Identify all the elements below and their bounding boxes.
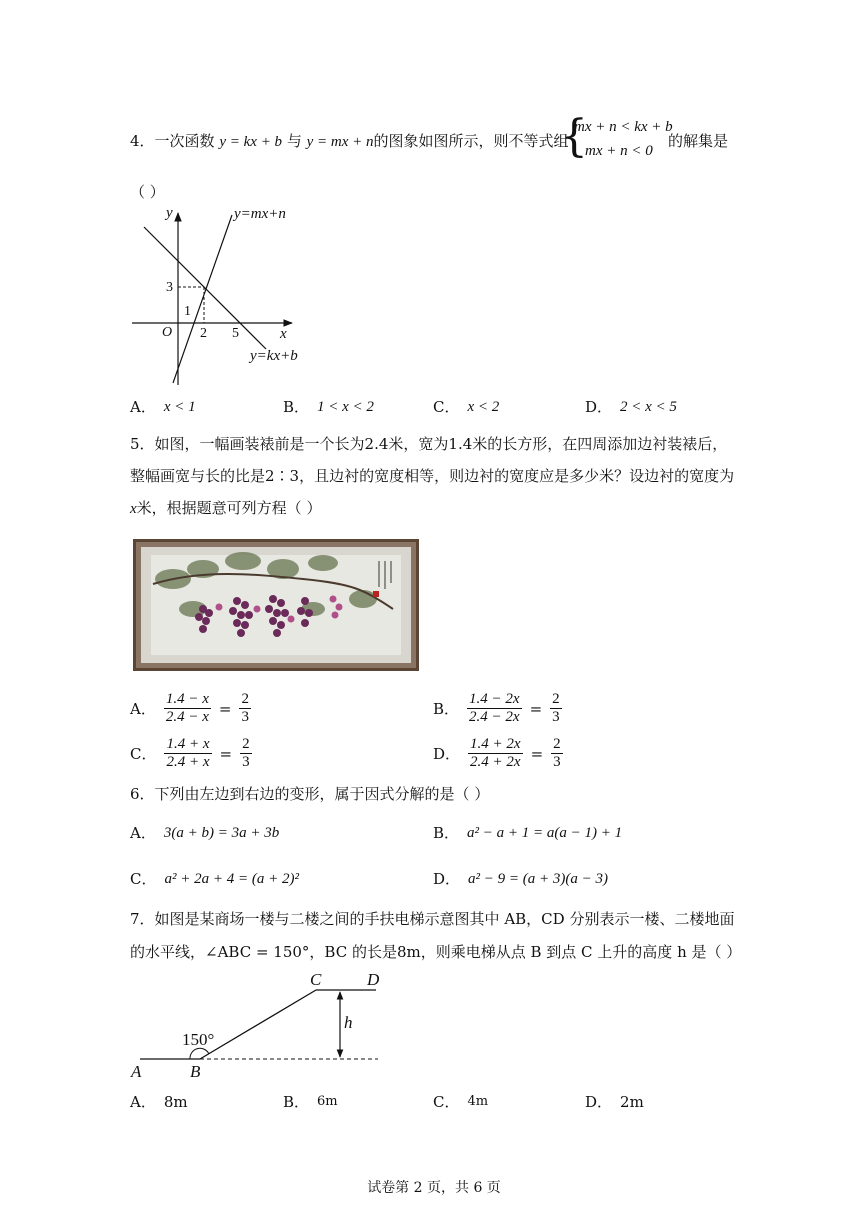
q5-stem-line1: 5．如图，一幅画装裱前是一个长为2.4米，宽为1.4米的长方形，在四周添加边衬装裱后， (130, 435, 728, 453)
q4-system-brace: { (560, 111, 588, 162)
q5-option-d[interactable]: D． $\frac{1.4 + 2x}{2.4 + 2x}$ = $\frac{2}{3}$ (433, 736, 561, 770)
q7-line-bc (200, 990, 316, 1059)
q4-option-b[interactable]: B． 1 < x < 2 (283, 398, 374, 416)
q6-option-d[interactable]: D． a² − 9 = (a + 3)(a − 3) (433, 870, 608, 888)
q5-option-b[interactable]: B． $\frac{1.4 - 2x}{2.4 - 2x}$ = $\frac{2}{3}$ (433, 691, 560, 725)
q7-label-b: B (190, 1062, 201, 1081)
q4-tick-2: 2 (200, 326, 207, 341)
q5-painting-image (133, 539, 419, 671)
q7-stem-line1: 7．如图是某商场一楼与二楼之间的手扶电梯示意图其中 AB，CD 分别表示一楼、二楼地面 (130, 910, 735, 928)
q5-a-lhs-fraction: $\frac{1.4 - x}{2.4 - x}$ (165, 691, 209, 725)
q4-system-ineq2: mx + n < 0 (585, 143, 653, 159)
q5-option-c[interactable]: C． $\frac{1.4 + x}{2.4 + x}$ = $\frac{2}{3}$ (130, 736, 250, 770)
q5-option-a[interactable]: A． $\frac{1.4 - x}{2.4 - x}$ = $\frac{2}{3}$ (130, 691, 249, 725)
q4-option-d[interactable]: D． 2 < x < 5 (585, 398, 677, 416)
q6-stem: 6．下列由左边到右边的变形，属于因式分解的是（ ） (130, 785, 490, 803)
q4-line1-label: y=mx+n (234, 206, 286, 222)
q4-option-c[interactable]: C． x < 2 (433, 398, 500, 416)
q4-system-ineq1: mx + n < kx + b (574, 119, 673, 135)
q5-d-lhs-fraction: $\frac{1.4 + 2x}{2.4 + 2x}$ (470, 736, 521, 770)
q7-label-h: h (344, 1013, 353, 1032)
q5-b-rhs-fraction: $\frac{2}{3}$ (552, 691, 560, 725)
q4-tick-3: 3 (166, 280, 173, 295)
q6-option-c[interactable]: C． a² + 2a + 4 = (a + 2)² (130, 870, 299, 888)
q5-d-rhs-fraction: $\frac{2}{3}$ (553, 736, 561, 770)
q7-label-d: D (367, 970, 380, 989)
q6-option-a[interactable]: A． 3(a + b) = 3a + 3b (130, 824, 280, 842)
q4-stem-end: 的解集是 (668, 132, 729, 150)
q5-stem-line3: x米，根据题意可列方程（ ） (130, 499, 322, 517)
q5-a-rhs-fraction: $\frac{2}{3}$ (241, 691, 249, 725)
q4-option-a[interactable]: A． x < 1 (130, 398, 196, 416)
q4-x-axis-label: x (280, 326, 287, 342)
q4-tick-5: 5 (232, 326, 239, 341)
q7-label-a: A (131, 1062, 142, 1081)
q7-option-d[interactable]: D． 2m (585, 1093, 644, 1111)
q4-line2-label: y=kx+b (250, 348, 298, 364)
q5-stem-line2: 整幅画宽与长的比是2∶3，且边衬的宽度相等，则边衬的宽度应是多少米？设边衬的宽度为 (130, 467, 735, 485)
q7-angle-label: 150° (182, 1030, 215, 1049)
q4-y-axis-label: y (166, 205, 173, 221)
q5-b-lhs-fraction: $\frac{1.4 - 2x}{2.4 - 2x}$ (469, 691, 520, 725)
q7-label-c: C (310, 970, 322, 989)
q7-option-b[interactable]: B． 6m (283, 1093, 338, 1111)
q4-stem: 4．一次函数 y = kx + b 与 y = mx + n的图象如图所示，则不等式组 (130, 132, 569, 150)
q5-c-rhs-fraction: $\frac{2}{3}$ (242, 736, 250, 770)
q4-tick-1: 1 (184, 304, 191, 319)
q7-option-a[interactable]: A． 8m (130, 1093, 188, 1111)
q7-stem-line2: 的水平线，∠ABC = 150°，BC 的长是8m，则乘电梯从点 B 到点 C 上升的高度 h 是（ ） (130, 943, 742, 961)
page-footer: 试卷第 2 页，共 6 页 (367, 1180, 501, 1196)
q4-answer-paren: （ ） (130, 183, 165, 201)
q6-option-b[interactable]: B． a² − a + 1 = a(a − 1) + 1 (433, 824, 623, 842)
q4-origin: O (162, 325, 173, 340)
q5-c-lhs-fraction: $\frac{1.4 + x}{2.4 + x}$ (166, 736, 210, 770)
q7-option-c[interactable]: C． 4m (433, 1093, 489, 1111)
q4-line-mx-n (173, 215, 232, 383)
